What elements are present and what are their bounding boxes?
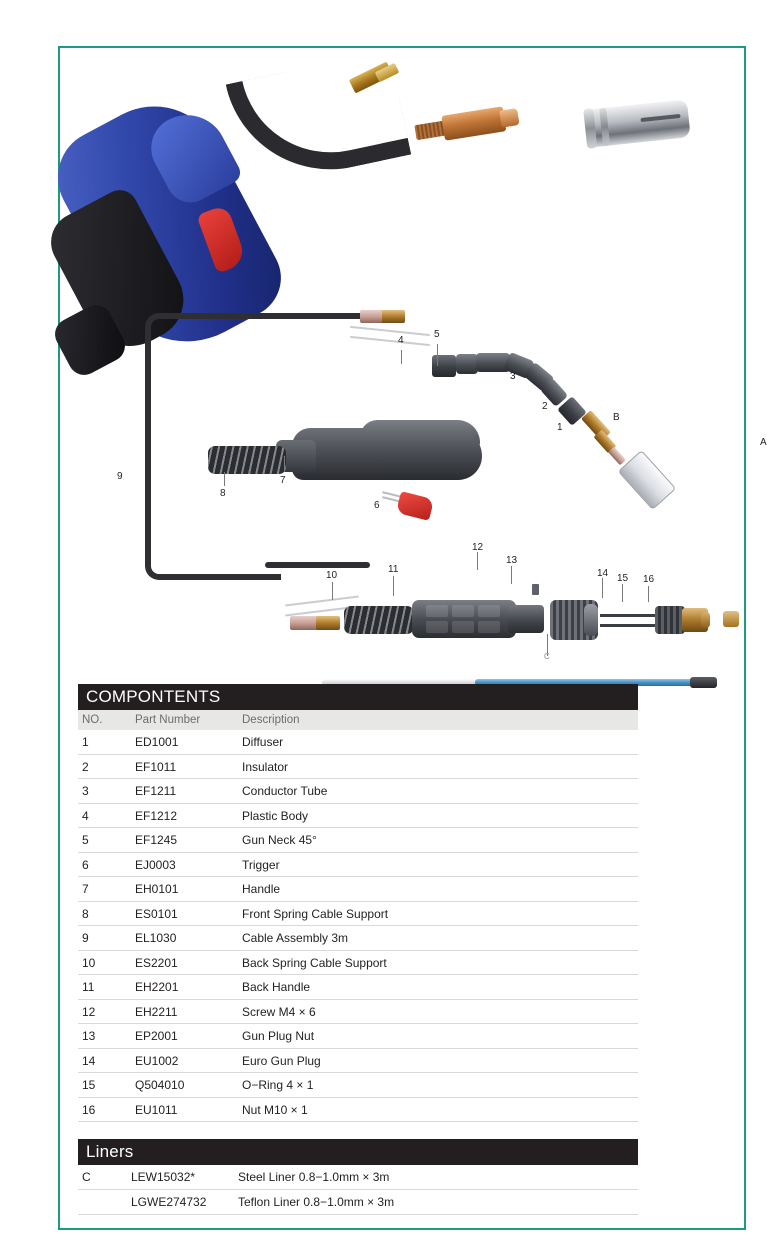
callout-3: 3 [510,371,516,382]
liner-row [78,1165,638,1190]
liner-part-number: LEW15032* [131,1170,196,1184]
row-no: 10 [82,955,96,970]
back-handle-rib [426,621,448,633]
row-description: Cable Assembly 3m [242,931,349,945]
row-part-number: ES2201 [135,955,178,970]
parts-table [78,684,638,1215]
cable-upper-run [265,313,370,319]
front-handle [292,428,482,480]
header-no: NO. [82,714,103,726]
row-part-number: EF1011 [135,759,177,774]
contact-tip-shank [441,106,506,140]
callout-12: 12 [472,542,484,553]
callout-11: 11 [388,564,399,575]
row-no: 3 [82,784,89,798]
liner-part-number: LGWE274732 [131,1195,207,1209]
liner-code: C [82,1170,91,1184]
gun-neck-collar [456,354,478,374]
plug-lead-1 [600,614,658,617]
nut-m10-part [723,611,739,627]
callout-8: 8 [220,488,226,499]
header-part-number: Part Number [135,714,201,726]
row-part-number: EP2001 [135,1029,178,1043]
callout-7: 7 [280,475,286,486]
row-no: 8 [82,906,89,921]
plug-lead-2 [600,624,658,627]
row-no: 6 [82,857,89,872]
row-part-number: EF1245 [135,833,178,847]
row-part-number: ED1001 [135,735,179,749]
liner-end-cap [690,677,717,688]
back-handle-rib [452,605,474,617]
leader-11 [393,576,394,596]
table-row [78,730,638,755]
table-header-row [78,710,638,730]
row-description: Insulator [242,759,289,774]
callout-1: 1 [557,422,563,433]
callout-b: B [613,412,620,423]
leader-15 [622,584,623,602]
table-row [78,1024,638,1049]
exploded-diagram [60,48,767,678]
back-spring-cable-support [344,606,414,634]
liner-description: Teflon Liner 0.8−1.0mm × 3m [238,1195,395,1209]
o-ring-part [701,612,710,628]
row-part-number: EF1212 [135,808,178,823]
leader-13 [511,566,512,584]
table-row [78,926,638,951]
leader-8 [224,472,225,486]
leader-14 [602,578,603,598]
callout-10: 10 [326,570,338,581]
callout-13: 13 [506,555,518,566]
callout-14: 14 [597,568,609,579]
cable-lower-run [265,562,370,568]
row-part-number: Q504010 [135,1078,185,1092]
rear-brass-fitting [316,616,340,630]
front-pink-collar [360,310,382,323]
row-no: 7 [82,882,89,896]
row-description: Screw M4 × 6 [242,1004,316,1019]
components-title: COMPONTENTS [78,684,638,710]
back-handle-rib [452,621,474,633]
row-part-number: EH2211 [135,1004,178,1019]
callout-6: 6 [374,500,380,511]
row-description: Plastic Body [242,808,309,823]
row-description: Back Spring Cable Support [242,955,387,970]
gas-nozzle-part [618,450,677,510]
contact-tip-photo [413,100,522,150]
plastic-body-part [432,355,456,377]
row-no: 12 [82,1004,96,1019]
liners-title: Liners [78,1139,638,1165]
table-row [78,902,638,927]
row-no: 1 [82,735,89,749]
contact-tip-part [608,447,626,466]
row-description: O−Ring 4 × 1 [242,1078,314,1092]
table-row [78,755,638,780]
table-row [78,951,638,976]
rear-control-wire-1 [285,595,359,606]
callout-16: 16 [643,574,655,585]
back-handle-rib [478,621,500,633]
row-part-number: EH0101 [135,882,179,896]
row-part-number: EH2201 [135,980,179,994]
row-no: 4 [82,808,89,823]
table-row [78,877,638,902]
row-no: 11 [82,980,95,994]
callout-9: 9 [117,471,123,482]
back-handle-rib [426,605,448,617]
front-spring-cable-support [208,446,286,474]
liner-description: Steel Liner 0.8−1.0mm × 3m [238,1170,390,1184]
gas-nozzle-photo [573,97,692,151]
callout-15: 15 [617,573,629,584]
table-row [78,779,638,804]
table-row [78,853,638,878]
row-description: Diffuser [242,735,284,749]
back-handle-rib [478,605,500,617]
row-description: Trigger [242,857,280,872]
row-description: Handle [242,882,281,896]
row-no: 9 [82,931,89,945]
back-handle [412,600,516,638]
callout-5: 5 [434,329,440,340]
row-no: 13 [82,1029,96,1043]
table-row [78,1098,638,1123]
row-no: 5 [82,833,89,847]
row-description: Nut M10 × 1 [242,1102,308,1117]
trigger-part [396,491,434,521]
table-row [78,1000,638,1025]
contact-tip-nose [499,108,519,128]
row-part-number: EF1211 [135,784,177,798]
back-handle-neck [508,605,544,633]
leader-4 [401,350,402,364]
callout-4: 4 [398,335,404,346]
row-part-number: ES0101 [135,906,178,921]
leader-16 [648,586,649,602]
screw-part [532,584,539,595]
liners-section [78,1139,638,1215]
row-no: 14 [82,1053,96,1068]
leader-7 [284,456,285,472]
table-row [78,804,638,829]
row-description: Gun Plug Nut [242,1029,315,1043]
row-part-number: EL1030 [135,931,177,945]
row-no: 16 [82,1102,96,1117]
callout-2: 2 [542,401,548,412]
leader-12 [477,552,478,570]
row-part-number: EU1002 [135,1053,179,1068]
header-description: Description [242,714,300,726]
table-row [78,1073,638,1098]
table-row [78,975,638,1000]
euro-gun-plug [655,606,685,634]
row-description: Gun Neck 45° [242,833,317,847]
row-part-number: EU1011 [135,1102,178,1117]
row-no: 2 [82,759,89,774]
leader-5 [437,344,438,366]
callout-c: C [544,652,550,661]
row-description: Back Handle [242,980,311,994]
callout-a: A [760,437,767,448]
row-no: 15 [82,1078,96,1092]
row-description: Euro Gun Plug [242,1053,321,1068]
leader-10 [332,582,333,600]
row-description: Front Spring Cable Support [242,906,389,921]
row-description: Conductor Tube [242,784,328,798]
table-row [78,1049,638,1074]
row-part-number: EJ0003 [135,857,176,872]
table-row [78,828,638,853]
liner-row [78,1190,638,1215]
gun-plug-nut-face [584,604,598,636]
